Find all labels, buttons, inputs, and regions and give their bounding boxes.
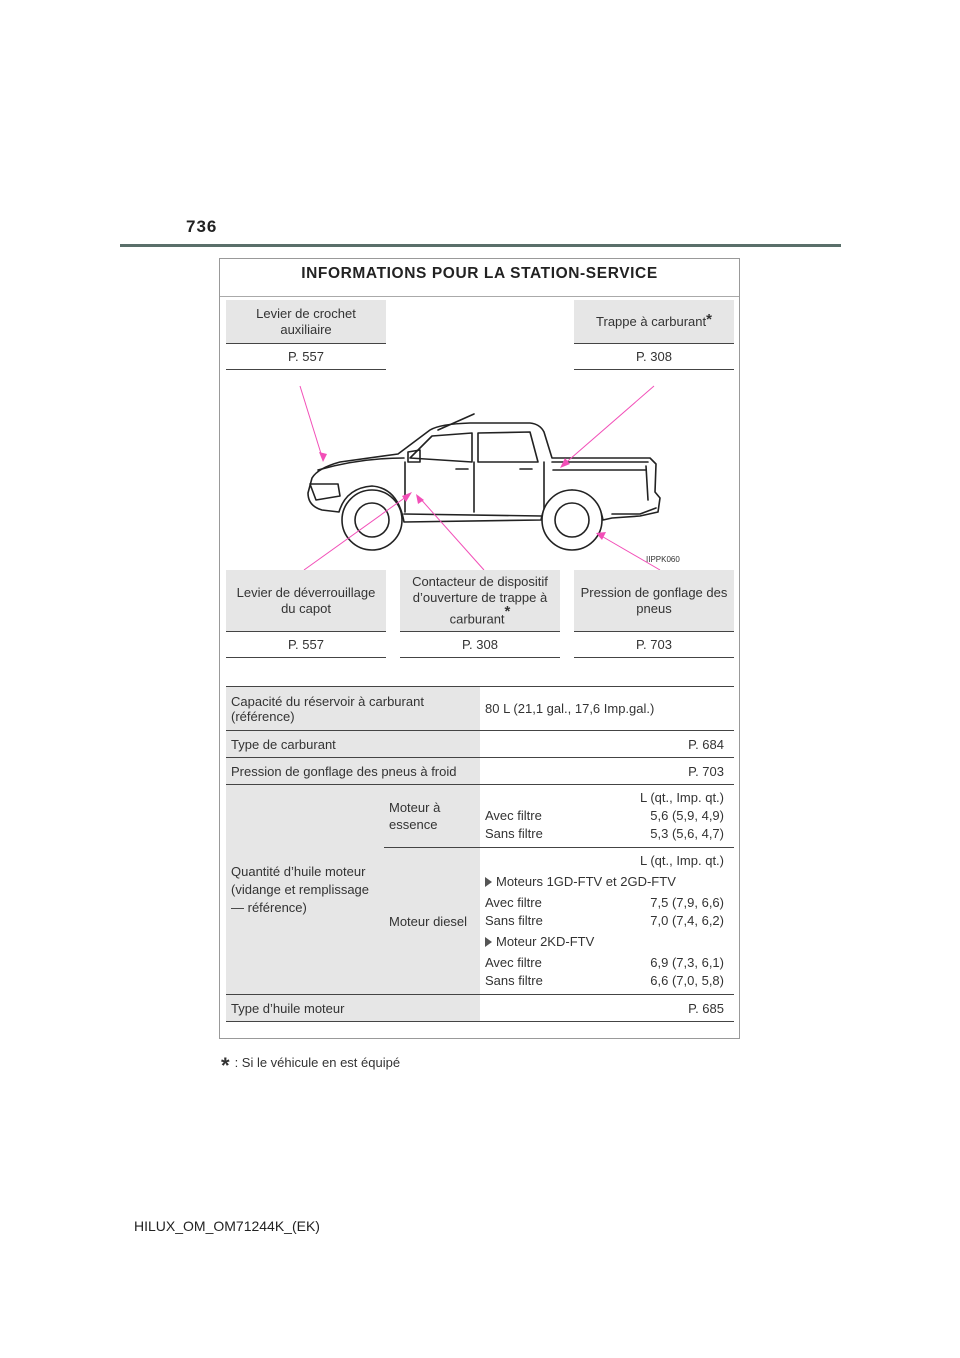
petrol-oil-values	[480, 785, 734, 848]
callout-page-ref[interactable]: P. 703	[574, 632, 734, 658]
with-filter-value: 6,9 (7,3, 6,1)	[650, 955, 724, 970]
without-filter-value: 6,6 (7,0, 5,8)	[650, 973, 724, 988]
with-filter-row	[485, 954, 724, 972]
callout-label-text: Levier de crochet auxiliaire	[256, 305, 356, 337]
oil-quantity-label: Quantité d’huile moteur (vidange et remplissage — référence)	[226, 785, 384, 995]
footnote	[221, 1053, 400, 1079]
without-filter-label: Sans filtre	[485, 826, 543, 841]
without-filter-label: Sans filtre	[485, 913, 543, 928]
tailgate	[646, 466, 648, 500]
asterisk-mark: *	[221, 1053, 230, 1078]
callout-label	[226, 570, 386, 632]
front-rim	[355, 503, 389, 537]
with-filter-label: Avec filtre	[485, 808, 542, 823]
asterisk-mark: *	[504, 602, 511, 620]
with-filter-value: 7,5 (7,9, 6,6)	[650, 895, 724, 910]
triangle-bullet-icon	[485, 877, 492, 887]
side-mirror	[408, 450, 420, 462]
tank-capacity-label: Capacité du réservoir à carburant (référence)	[226, 687, 480, 731]
callout-label	[574, 570, 734, 632]
leader-auxiliary-hook	[300, 386, 323, 460]
cold-tire-pressure-ref[interactable]: P. 703	[480, 758, 734, 785]
without-filter-row	[485, 825, 724, 843]
oil-type-ref[interactable]: P. 685	[480, 995, 734, 1022]
tank-capacity-value: 80 L (21,1 gal., 17,6 Imp.gal.)	[480, 687, 734, 731]
asterisk-mark: *	[706, 310, 712, 328]
rear-window	[478, 432, 538, 462]
diesel-oil-values	[480, 848, 734, 995]
antenna	[438, 414, 474, 430]
callout-label-text: Levier de déverrouillage du capot	[236, 584, 376, 616]
table-row	[226, 995, 734, 1022]
leader-tire-pressure	[598, 534, 660, 570]
document-code: HILUX_OM_OM71244K_(EK)	[134, 1218, 320, 1234]
table-row	[226, 758, 734, 785]
table-row	[226, 785, 734, 848]
with-filter-row	[485, 807, 724, 825]
engine-group-title-text: Moteur 2KD-FTV	[496, 934, 595, 949]
without-filter-row	[485, 972, 724, 990]
without-filter-value: 7,0 (7,4, 6,2)	[650, 913, 724, 928]
callout-label	[400, 570, 560, 632]
table-row	[226, 687, 734, 731]
triangle-bullet-icon	[485, 937, 492, 947]
callout-fuel-door-switch	[400, 570, 560, 658]
engine-group-title	[485, 933, 724, 951]
callout-label-text: Pression de gonflage des pneus	[580, 584, 728, 616]
specifications-table	[226, 686, 734, 1022]
callout-page-ref[interactable]: P. 557	[226, 632, 386, 658]
callout-page-ref[interactable]: P. 308	[400, 632, 560, 658]
side-step	[404, 514, 542, 516]
callout-hood-release-lever	[226, 570, 386, 658]
with-filter-row	[485, 894, 724, 912]
cold-tire-pressure-label: Pression de gonflage des pneus à froid	[226, 758, 480, 785]
engine-group-title	[485, 873, 724, 891]
grille	[310, 484, 340, 500]
unit-label: L (qt., Imp. qt.)	[639, 853, 724, 868]
rear-rim	[555, 503, 589, 537]
callout-page-ref[interactable]: P. 308	[574, 344, 734, 370]
callout-label-text: Contacteur de dispositif d’ouverture de trappe à carburant	[412, 573, 548, 627]
fuel-type-label: Type de carburant	[226, 731, 480, 758]
illustration-code: IIPPK060	[646, 555, 680, 564]
with-filter-label: Avec filtre	[485, 955, 542, 970]
page-number: 736	[186, 217, 218, 236]
unit-label: L (qt., Imp. qt.)	[639, 790, 724, 805]
without-filter-label: Sans filtre	[485, 973, 543, 988]
petrol-engine-label: Moteur à essence	[384, 785, 480, 848]
section-title: INFORMATIONS POUR LA STATION-SERVICE	[301, 265, 658, 282]
with-filter-label: Avec filtre	[485, 895, 542, 910]
leader-fuel-door	[562, 386, 654, 466]
engine-group-title-text: Moteurs 1GD-FTV et 2GD-FTV	[496, 874, 676, 889]
without-filter-row	[485, 912, 724, 930]
with-filter-value: 5,6 (5,9, 4,9)	[650, 808, 724, 823]
without-filter-value: 5,3 (5,6, 4,7)	[650, 826, 724, 841]
footnote-text: : Si le véhicule en est équipé	[234, 1055, 401, 1070]
diesel-engine-label: Moteur diesel	[384, 848, 480, 995]
callout-tire-pressure	[574, 570, 734, 658]
callout-label-text: Trappe à carburant	[596, 313, 707, 329]
callout-page-ref[interactable]: P. 557	[226, 344, 386, 370]
oil-type-label: Type d’huile moteur	[226, 995, 480, 1022]
fuel-type-ref[interactable]: P. 684	[480, 731, 734, 758]
table-row	[226, 731, 734, 758]
